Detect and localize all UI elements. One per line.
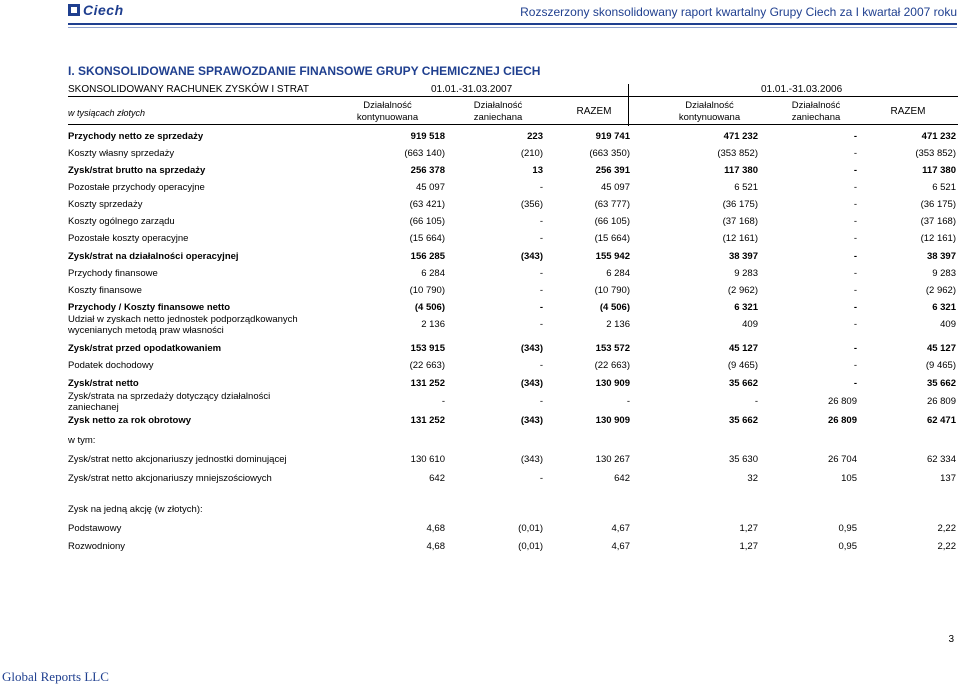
row-value: (0,01) [518,523,543,534]
row-value: (356) [520,199,543,210]
row-value: (9 465) [925,360,956,371]
row-value: 0,95 [838,541,857,552]
row-value: 642 [429,473,445,484]
row-value: - [539,473,543,484]
row-value: - [539,302,543,313]
row-label: Zysk netto za rok obrotowy [68,415,191,426]
row-value: 62 334 [926,454,956,465]
row-value: - [754,396,758,407]
row-value: 26 809 [827,415,857,426]
row-label: Zysk/strat przed opodatkowaniem [68,343,222,354]
row-value: - [539,268,543,279]
row-value: (15 664) [409,233,445,244]
row-value: 6 521 [932,182,956,193]
row-value: (10 790) [409,285,445,296]
ciech-logo [68,2,124,18]
row-value: (353 852) [915,148,956,159]
row-label: Pozostałe przychody operacyjne [68,182,205,193]
row-value: - [853,268,857,279]
row-value: (37 168) [722,216,758,227]
row-value: 4,68 [426,541,445,552]
row-label: Zysk/strat na działalności operacyjnej [68,251,239,262]
row-value: (66 105) [594,216,630,227]
period-2006: 01.01.-31.03.2006 [761,84,843,95]
header-rule-thin [68,27,957,28]
row-value: - [853,251,857,262]
row-value: - [853,165,857,176]
row-value: 256 391 [595,165,630,176]
col-header-kont-2007: Działalność kontynuowana [356,100,419,123]
row-value: 45 097 [600,182,630,193]
row-value: - [853,302,857,313]
row-value: 32 [747,473,758,484]
col-header-razem-2007: RAZEM [576,106,612,117]
row-label: Zysk/strat netto akcjonariuszy mniejszościowych [68,473,272,484]
row-value: 130 909 [595,415,630,426]
row-value: - [539,396,543,407]
row-value: 6 284 [606,268,630,279]
row-value: 6 321 [932,302,956,313]
row-value: - [853,199,857,210]
row-value: 6 521 [734,182,758,193]
row-value: - [853,343,857,354]
row-label: Koszty własny sprzedaży [68,148,175,159]
row-label: Zysk/strat netto akcjonariuszy jednostki dominującej [68,454,287,465]
row-value: 13 [532,165,543,176]
row-value: 6 321 [734,302,758,313]
row-value: 1,27 [739,523,758,534]
row-value: (2 962) [925,285,956,296]
row-value: 1,27 [739,541,758,552]
row-value: 35 630 [728,454,758,465]
row-value: (22 663) [594,360,630,371]
row-value: 130 610 [410,454,445,465]
row-value: (12 161) [722,233,758,244]
row-value: 223 [527,131,543,142]
row-label: Przychody netto ze sprzedaży [68,131,204,142]
row-label: w tym: [68,435,96,446]
row-value: - [539,360,543,371]
row-label: Przychody finansowe [68,268,158,279]
row-label: Podstawowy [68,523,122,534]
row-value: - [853,182,857,193]
row-value: 409 [742,319,758,330]
row-value: (4 506) [414,302,445,313]
col-header-razem-2006: RAZEM [890,106,926,117]
col-header-zan-2006: Działalność zaniechana [791,100,841,123]
row-value: 2 136 [421,319,445,330]
row-value: - [853,319,857,330]
row-value: 155 942 [595,251,630,262]
top-header [0,0,960,22]
row-value: 35 662 [728,378,758,389]
period-divider [628,84,629,126]
row-value: 9 283 [734,268,758,279]
row-label: Udział w zyskach netto jednostek podporządkowanych wycenianych metodą praw własności [68,314,298,336]
row-value: - [853,233,857,244]
row-value: 153 572 [595,343,630,354]
row-value: 4,67 [611,541,630,552]
row-value: (15 664) [594,233,630,244]
row-value: (663 350) [589,148,630,159]
row-value: - [539,182,543,193]
row-value: 6 284 [421,268,445,279]
row-value: (66 105) [409,216,445,227]
row-value: - [853,378,857,389]
table-title: SKONSOLIDOWANY RACHUNEK ZYSKÓW I STRAT [68,84,309,95]
row-value: - [539,319,543,330]
row-value: (343) [520,415,543,426]
row-label: Zysk/strat brutto na sprzedaży [68,165,206,176]
row-label: Zysk/strat netto [68,378,139,389]
footer-text: Global Reports LLC [2,669,109,684]
row-value: - [539,233,543,244]
row-value: 156 285 [410,251,445,262]
row-value: - [539,285,543,296]
row-value: (343) [520,378,543,389]
row-value: (22 663) [409,360,445,371]
row-value: - [441,396,445,407]
row-value: (36 175) [722,199,758,210]
row-label: Zysk/strata na sprzedaży dotyczący działalności zaniechanej [68,391,271,413]
row-value: 4,67 [611,523,630,534]
row-value: 45 097 [415,182,445,193]
header-top-rule [68,96,958,97]
row-value: (343) [520,343,543,354]
row-label: Podatek dochodowy [68,360,154,371]
row-label: Zysk na jedną akcję (w złotych): [68,504,203,515]
row-value: (2 962) [727,285,758,296]
row-value: 471 232 [921,131,956,142]
row-value: 105 [841,473,857,484]
row-label: Koszty finansowe [68,285,142,296]
row-value: 9 283 [932,268,956,279]
row-value: 2,22 [937,523,956,534]
row-value: 26 809 [827,396,857,407]
row-value: 35 662 [926,378,956,389]
row-value: (10 790) [594,285,630,296]
section-title: I. SKONSOLIDOWANE SPRAWOZDANIE FINANSOWE GRUPY CHEMICZNEJ CIECH [68,64,541,78]
row-value: 130 909 [595,378,630,389]
row-value: 117 380 [724,165,758,176]
row-label: Pozostałe koszty operacyjne [68,233,189,244]
row-value: 62 471 [926,415,956,426]
ciech-logo-icon [68,4,80,16]
row-value: 409 [940,319,956,330]
row-value: 256 378 [410,165,445,176]
row-value: 2 136 [606,319,630,330]
row-value: 137 [940,473,956,484]
row-value: 4,68 [426,523,445,534]
row-value: 919 518 [410,131,445,142]
row-value: (210) [520,148,543,159]
row-value: - [853,360,857,371]
period-2007: 01.01.-31.03.2007 [431,84,513,95]
row-value: - [853,148,857,159]
row-value: (353 852) [717,148,758,159]
row-value: - [853,131,857,142]
row-value: 38 397 [926,251,956,262]
row-value: 26 704 [827,454,857,465]
row-value: 35 662 [728,415,758,426]
header-bottom-rule [68,124,958,125]
page-number: 3 [948,634,954,645]
row-value: - [626,396,630,407]
row-label: Koszty ogólnego zarządu [68,216,175,227]
row-value: 0,95 [838,523,857,534]
row-value: 45 127 [926,343,956,354]
row-value: (37 168) [920,216,956,227]
row-value: (63 777) [594,199,630,210]
row-value: 117 380 [922,165,956,176]
row-value: (63 421) [409,199,445,210]
row-value: (343) [520,454,543,465]
row-value: (36 175) [920,199,956,210]
row-value: 131 252 [410,378,445,389]
row-value: (663 140) [404,148,445,159]
row-value: 131 252 [410,415,445,426]
logo-text: Ciech [83,2,124,18]
row-value: 919 741 [595,131,630,142]
row-value: - [853,216,857,227]
row-value: 38 397 [728,251,758,262]
row-value: 130 267 [595,454,630,465]
header-rule [68,23,957,25]
row-label: Rozwodniony [68,541,126,552]
col-header-zan-2007: Działalność zaniechana [473,100,523,123]
row-value: 45 127 [728,343,758,354]
row-value: (9 465) [727,360,758,371]
row-value: - [539,216,543,227]
col-header-kont-2006: Działalność kontynuowana [678,100,741,123]
row-value: (4 506) [599,302,630,313]
row-value: (0,01) [518,541,543,552]
row-value: 26 809 [926,396,956,407]
row-value: (12 161) [920,233,956,244]
row-value: 153 915 [410,343,445,354]
row-label: Koszty sprzedaży [68,199,143,210]
report-title: Rozszerzony skonsolidowany raport kwartalny Grupy Ciech za I kwartał 2007 roku [520,5,957,19]
row-value: 642 [614,473,630,484]
row-value: (343) [520,251,543,262]
row-label: Przychody / Koszty finansowe netto [68,302,231,313]
table-unit: w tysiącach złotych [68,108,146,118]
row-value: - [853,285,857,296]
row-value: 2,22 [937,541,956,552]
row-value: 471 232 [723,131,758,142]
